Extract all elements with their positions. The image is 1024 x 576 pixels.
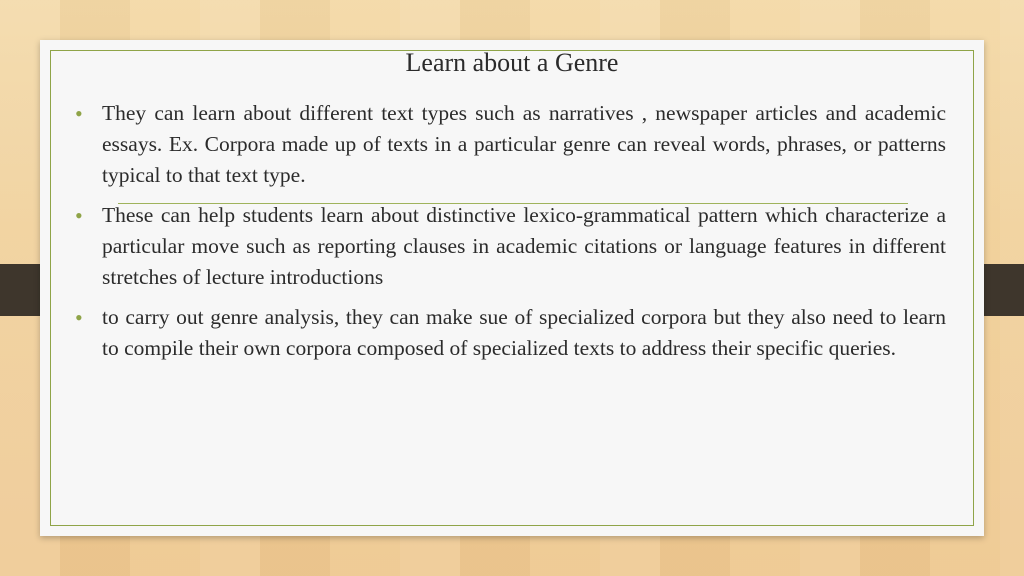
bullet-item-3 bbox=[75, 302, 946, 364]
bullet-list bbox=[75, 98, 946, 373]
slide-title: Learn about a Genre bbox=[405, 48, 619, 77]
bullet-icon: • bbox=[75, 203, 83, 228]
bullet-icon: • bbox=[75, 101, 83, 126]
bullet-text-3: to carry out genre analysis, they can make sue of specialized corpora but they also need to learn to compile their own corpora composed of specialized texts to address their specific queries. bbox=[102, 305, 946, 360]
slide-card bbox=[40, 40, 984, 536]
bullet-text-1: They can learn about different text types such as narratives , newspaper articles and academic essays. Ex. Corpora made up of texts in a particular genre can reveal words, phrases, or patterns typical to that text type. bbox=[102, 101, 946, 187]
bullet-item-1 bbox=[75, 98, 946, 191]
bullet-item-2 bbox=[75, 200, 946, 293]
bullet-icon: • bbox=[75, 305, 83, 330]
bullet-text-2: These can help students learn about distinctive lexico-grammatical pattern which characterize a particular move such as reporting clauses in academic citations or language features in different stretches of lecture introductions bbox=[102, 203, 946, 289]
